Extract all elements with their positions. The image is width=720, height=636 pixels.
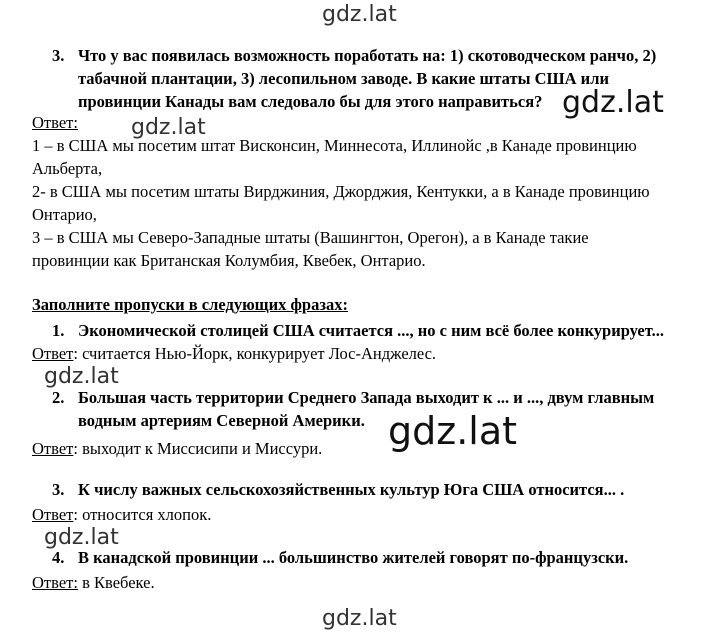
answer-text: : считается Нью-Йорк, конкурирует Лос-Анджелес.: [73, 344, 437, 363]
answer-text: : относится хлопок.: [73, 505, 212, 524]
answer-text: : выходит к Миссисипи и Миссури.: [73, 439, 323, 458]
question-3-line: [32, 44, 718, 67]
section-heading: Заполните пропуски в следующих фразах:: [32, 295, 348, 314]
item-answer: [32, 342, 718, 365]
question-3-line: табачной плантации, 3) лесопильном заводе. В какие штаты США или: [78, 69, 609, 88]
item-number: 2.: [52, 388, 65, 407]
item-answer: [32, 437, 718, 460]
watermark: gdz.lat: [131, 115, 206, 140]
watermark: gdz.lat: [562, 85, 664, 120]
item-question-text: К числу важных сельскохозяйственных культур Юга США относится... .: [78, 480, 625, 499]
item-3-block: [32, 478, 718, 526]
item-number: 3.: [52, 480, 65, 499]
answer-line: 1 – в США мы посетим штат Висконсин, Миннесота, Иллинойс ,в Канаде провинцию: [32, 136, 637, 155]
item-question: [32, 386, 718, 409]
section-block: [32, 293, 718, 316]
item-question: [32, 478, 718, 501]
answer-line: 2- в США мы посетим штаты Вирджиния, Джорджия, Кентукки, а в Канаде провинцию: [32, 182, 650, 201]
item-question-text: В канадской провинции ... большинство жителей говорят по-французски.: [78, 548, 629, 567]
item-question: [32, 546, 718, 569]
watermark: gdz.lat: [388, 409, 518, 453]
answer-label: Ответ:: [32, 113, 78, 132]
question-3-line: провинции Канады вам следовало бы для этого направиться?: [78, 92, 543, 111]
item-question-text: Экономической столицей США считается ..., но с ним всё более конкурирует...: [78, 321, 664, 340]
answer-line: Онтарио,: [32, 205, 97, 224]
item-question: [32, 319, 718, 342]
question-3-block: [32, 44, 718, 272]
watermark: gdz.lat: [322, 2, 397, 27]
item-number: 1.: [52, 321, 65, 340]
answer-label: Ответ: [32, 505, 74, 524]
watermark: gdz.lat: [322, 606, 397, 631]
item-number: 4.: [52, 548, 65, 567]
item-4-block: [32, 546, 718, 594]
item-question-text: Большая часть территории Среднего Запада выходит к ... и ..., двум главным: [78, 388, 655, 407]
question-number: 3.: [52, 46, 65, 65]
watermark: gdz.lat: [44, 364, 119, 389]
item-answer: [32, 571, 718, 594]
item-1-block: [32, 319, 718, 365]
watermark: gdz.lat: [44, 525, 119, 550]
answer-label: Ответ: [32, 439, 74, 458]
answer-line: Альберта,: [32, 159, 103, 178]
answer-line: 3 – в США мы Северо-Западные штаты (Вашингтон, Орегон), а в Канаде такие: [32, 228, 589, 247]
answer-label: Ответ:: [32, 573, 78, 592]
item-2-block: [32, 386, 718, 460]
item-question-line: водным артериям Северной Америки.: [78, 411, 365, 430]
answer-label: Ответ: [32, 344, 74, 363]
item-answer: [32, 503, 718, 526]
answer-text: в Квебеке.: [77, 573, 155, 592]
question-text: Что у вас появилась возможность поработать на: 1) скотоводческом ранчо, 2): [78, 46, 657, 65]
answer-line: провинции как Британская Колумбия, Квебек, Онтарио.: [32, 251, 426, 270]
